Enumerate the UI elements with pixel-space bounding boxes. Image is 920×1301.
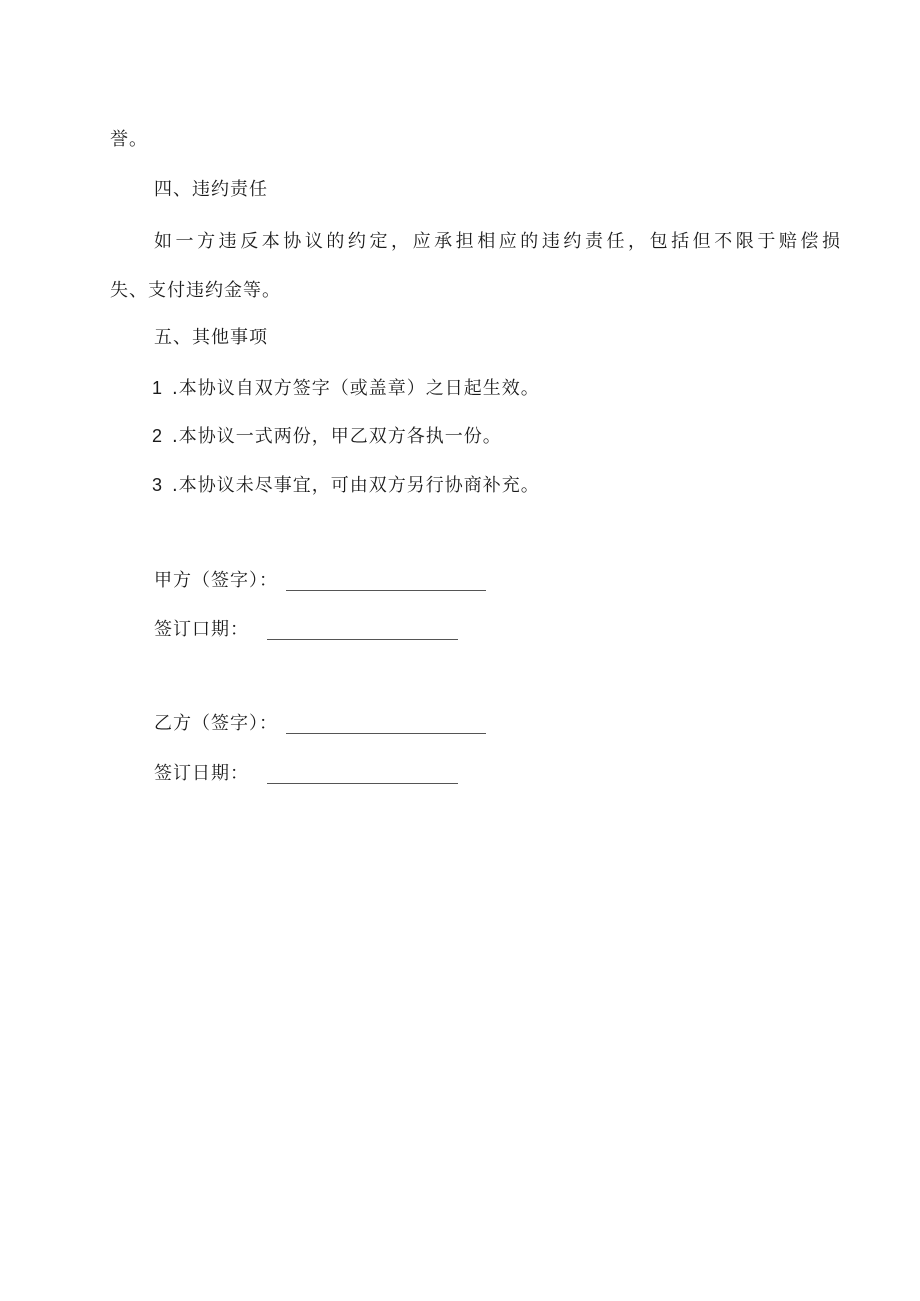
- party-b-date-blank[interactable]: [267, 763, 458, 784]
- party-a-signature-label: 甲方（签字）：: [154, 570, 278, 591]
- breach-paragraph-line-2: 失、支付违约金等。: [110, 280, 281, 301]
- party-a-date-row: [154, 618, 458, 642]
- party-a-date-label: 签订口期：: [154, 619, 249, 640]
- party-b-signature-blank[interactable]: [286, 713, 486, 734]
- party-a-signature-row: [154, 569, 486, 593]
- party-a-signature-blank[interactable]: [286, 570, 486, 591]
- party-b-signature-label: 乙方（签字）：: [154, 713, 278, 734]
- party-a-date-blank[interactable]: [267, 619, 458, 640]
- list-item-text: .本协议一式两份，甲乙双方各执一份。: [172, 426, 502, 447]
- list-item-number: 3: [152, 475, 164, 495]
- list-item-number: 2: [152, 426, 164, 446]
- party-b-signature-row: [154, 712, 486, 736]
- list-item-1: [152, 376, 540, 401]
- breach-paragraph-line-1: 如 一 方 违 反 本 协 议 的 约 定 ， 应 承 担 相 应 的 违 约 责 任 ， 包 括 但 不 限 于 赔 偿 损: [154, 231, 840, 252]
- list-item-text: .本协议未尽事宜，可由双方另行协商补充。: [172, 475, 540, 496]
- list-item-3: [152, 473, 540, 498]
- list-item-2: [152, 424, 502, 449]
- section-heading-breach: 四、违约责任: [154, 179, 268, 200]
- list-item-text: .本协议自双方签字（或盖章）之日起生效。: [172, 378, 540, 399]
- section-heading-other: 五、其他事项: [154, 327, 268, 348]
- party-b-date-label: 签订日期：: [154, 763, 249, 784]
- party-b-date-row: [154, 762, 458, 786]
- list-item-number: 1: [152, 378, 164, 398]
- continuation-text: 誉。: [110, 129, 148, 150]
